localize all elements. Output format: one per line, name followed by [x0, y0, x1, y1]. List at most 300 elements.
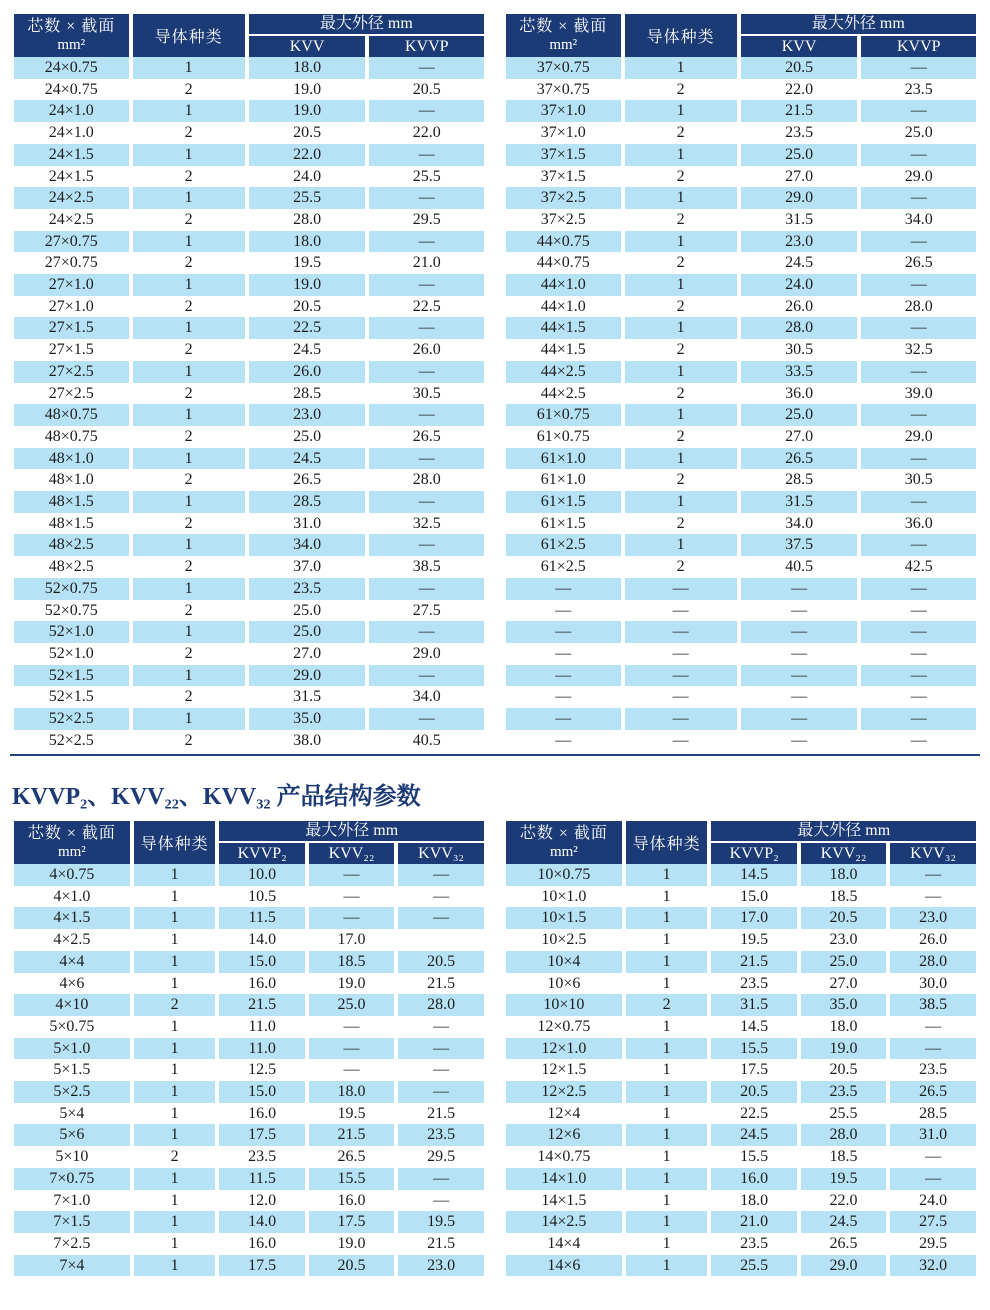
od-value-cell: 14.0 [219, 929, 304, 951]
od-value-cell: 22.0 [249, 144, 366, 166]
od-value-cell: — [309, 1038, 394, 1060]
conductor-cell: 2 [133, 339, 245, 361]
od-value-cell: 40.5 [741, 556, 858, 578]
spec-cell: 24×1.5 [14, 166, 129, 188]
od-value-cell: 19.0 [249, 100, 366, 122]
spec-cell: 4×10 [14, 994, 130, 1016]
od-value-cell: 23.5 [249, 578, 366, 600]
spec-cell: — [506, 730, 621, 752]
spec-cell: 44×2.5 [506, 383, 621, 405]
od-value-cell: 23.0 [890, 907, 976, 929]
spec-cell: 4×0.75 [14, 864, 130, 886]
spec-cell: 4×4 [14, 951, 130, 973]
conductor-cell: 1 [134, 1168, 216, 1190]
od-value-cell: 20.5 [249, 122, 366, 144]
od-value-cell: 40.5 [369, 730, 484, 752]
conductor-cell: 1 [134, 907, 216, 929]
spec-cell: 12×4 [506, 1103, 622, 1125]
spec-cell: 48×1.5 [14, 513, 129, 535]
spec-cell: 5×10 [14, 1146, 130, 1168]
od-value-cell: 16.0 [219, 1103, 304, 1125]
od-value-cell: 25.0 [801, 951, 886, 973]
table-row [14, 907, 484, 929]
spec-cell: 37×2.5 [506, 209, 621, 231]
spec-cell: 48×1.0 [14, 448, 129, 470]
spec-cell: 48×1.5 [14, 491, 129, 513]
conductor-cell: 1 [626, 973, 708, 995]
spec-cell: 48×0.75 [14, 426, 129, 448]
od-value-cell: 23.0 [741, 231, 858, 253]
conductor-cell: 2 [133, 556, 245, 578]
conductor-cell: 2 [625, 166, 737, 188]
spec-cell: 27×0.75 [14, 231, 129, 253]
conductor-cell: 1 [134, 864, 216, 886]
conductor-cell: 1 [133, 491, 245, 513]
od-value-cell: 28.5 [890, 1103, 976, 1125]
od-value-cell: 34.0 [249, 534, 366, 556]
table-row [14, 665, 484, 687]
table-row [506, 296, 976, 318]
table-row [506, 973, 976, 995]
col-header-max-od: 最大外径 mm [219, 821, 484, 843]
table-row [506, 994, 976, 1016]
table-row [14, 491, 484, 513]
spec-cell: 14×1.5 [506, 1190, 622, 1212]
spec-cell: 37×1.0 [506, 122, 621, 144]
spec-cell: 10×1.0 [506, 886, 622, 908]
table-row [14, 1016, 484, 1038]
table-row [506, 122, 976, 144]
col-header-kvv: KVV [741, 36, 858, 57]
od-value-cell: — [309, 886, 394, 908]
table-row [506, 686, 976, 708]
od-value-cell: 14.5 [711, 1016, 796, 1038]
od-value-cell: 21.5 [398, 1233, 484, 1255]
table-row [506, 1233, 976, 1255]
od-value-cell: 23.0 [398, 1255, 484, 1277]
od-value-cell: 21.5 [398, 973, 484, 995]
od-value-cell: 16.0 [219, 973, 304, 995]
od-value-cell: 14.5 [711, 864, 796, 886]
od-value-cell: — [398, 886, 484, 908]
table-row [506, 665, 976, 687]
table-row [506, 929, 976, 951]
od-value-cell: — [369, 578, 484, 600]
od-value-cell: — [741, 730, 858, 752]
table-row [506, 708, 976, 730]
conductor-cell: 1 [625, 57, 737, 79]
od-value-cell: — [398, 1059, 484, 1081]
od-value-cell: — [369, 404, 484, 426]
od-value-cell: 21.5 [398, 1103, 484, 1125]
spec-cell: 7×4 [14, 1255, 130, 1277]
od-value-cell: 36.0 [741, 383, 858, 405]
od-value-cell: — [369, 491, 484, 513]
table-row [506, 578, 976, 600]
od-value-cell: 42.5 [861, 556, 976, 578]
table-row [506, 886, 976, 908]
od-value-cell: — [398, 1038, 484, 1060]
table-row [14, 448, 484, 470]
table-row [506, 252, 976, 274]
od-value-cell: 19.0 [801, 1038, 886, 1060]
col-header-kvv: KVV [249, 36, 366, 57]
od-value-cell: 24.5 [249, 448, 366, 470]
table-row [506, 100, 976, 122]
table-row [506, 600, 976, 622]
conductor-cell: 1 [133, 57, 245, 79]
spec-cell: 5×2.5 [14, 1081, 130, 1103]
table-row [14, 730, 484, 752]
od-value-cell: 26.5 [741, 448, 858, 470]
od-value-cell: — [861, 448, 976, 470]
spec-cell: 27×2.5 [14, 383, 129, 405]
conductor-cell: 1 [134, 1103, 216, 1125]
spec-cell: 52×2.5 [14, 730, 129, 752]
conductor-cell: 1 [625, 274, 737, 296]
od-value-cell: 18.5 [801, 1146, 886, 1168]
od-value-cell: 25.0 [741, 404, 858, 426]
od-value-cell: 21.0 [711, 1211, 796, 1233]
table-row [14, 296, 484, 318]
od-value-cell: 17.0 [711, 907, 796, 929]
od-value-cell: 27.5 [369, 600, 484, 622]
col-header-spec [14, 821, 130, 864]
table-row [506, 907, 976, 929]
od-value-cell: — [890, 864, 976, 886]
spec-cell: 61×2.5 [506, 556, 621, 578]
od-value-cell: 28.0 [801, 1124, 886, 1146]
od-value-cell: 39.0 [861, 383, 976, 405]
conductor-cell: 1 [134, 1059, 216, 1081]
col-header-kvvp: KVVP₂ [711, 843, 796, 864]
conductor-cell: 2 [133, 643, 245, 665]
od-value-cell: — [369, 187, 484, 209]
od-value-cell: — [861, 100, 976, 122]
table-row [506, 1168, 976, 1190]
od-value-cell: — [861, 578, 976, 600]
od-value-cell: 11.0 [219, 1038, 304, 1060]
col-header-kvvp: KVVP₂ [219, 843, 304, 864]
spec-header-title: 芯数 × 截面 [27, 17, 116, 35]
od-value-cell: — [741, 621, 858, 643]
conductor-cell: 1 [134, 1016, 216, 1038]
od-value-cell: 26.0 [369, 339, 484, 361]
table-row [506, 469, 976, 491]
spec-cell: 4×1.0 [14, 886, 130, 908]
od-value-cell: 33.5 [741, 361, 858, 383]
od-value-cell: 19.5 [801, 1168, 886, 1190]
conductor-cell: — [625, 730, 737, 752]
conductor-cell: 2 [133, 252, 245, 274]
conductor-cell: 1 [626, 1255, 708, 1277]
od-value-cell: 19.5 [711, 929, 796, 951]
od-value-cell: — [369, 274, 484, 296]
kvv-kvvp-table-right [502, 14, 980, 752]
od-value-cell: — [369, 231, 484, 253]
spec-cell: 48×1.0 [14, 469, 129, 491]
conductor-cell: 1 [134, 1081, 216, 1103]
spec-cell: 52×2.5 [14, 708, 129, 730]
table-row [506, 1211, 976, 1233]
spec-cell: 37×2.5 [506, 187, 621, 209]
od-value-cell: 23.5 [861, 79, 976, 101]
od-value-cell: 29.0 [369, 643, 484, 665]
col-header-kvv: KVV₃₂ [890, 843, 976, 864]
od-value-cell: — [890, 886, 976, 908]
spec-cell: 10×2.5 [506, 929, 622, 951]
od-value-cell: 23.5 [219, 1146, 304, 1168]
spec-cell: 10×10 [506, 994, 622, 1016]
od-value-cell: 28.0 [249, 209, 366, 231]
conductor-cell: — [625, 578, 737, 600]
spec-cell: 48×2.5 [14, 534, 129, 556]
table-row [506, 491, 976, 513]
od-value-cell: — [861, 361, 976, 383]
spec-cell: 7×0.75 [14, 1168, 130, 1190]
od-value-cell: 23.5 [741, 122, 858, 144]
conductor-cell: 1 [133, 665, 245, 687]
od-value-cell: 17.5 [711, 1059, 796, 1081]
table-row [14, 1168, 484, 1190]
conductor-cell: 1 [134, 1038, 216, 1060]
od-value-cell: 20.5 [741, 57, 858, 79]
od-value-cell: 37.5 [741, 534, 858, 556]
spec-header-unit: mm² [549, 843, 578, 860]
od-value-cell: 20.5 [249, 296, 366, 318]
od-value-cell: — [890, 1146, 976, 1168]
od-value-cell: 26.0 [890, 929, 976, 951]
od-value-cell: 19.5 [398, 1211, 484, 1233]
spec-cell: 61×1.0 [506, 469, 621, 491]
conductor-cell: 1 [133, 100, 245, 122]
conductor-cell: 2 [626, 994, 708, 1016]
od-value-cell: — [741, 578, 858, 600]
table-row [506, 187, 976, 209]
table-row [506, 1255, 976, 1277]
conductor-cell: — [625, 643, 737, 665]
od-value-cell: 23.5 [711, 1233, 796, 1255]
table-row [14, 122, 484, 144]
table-row [14, 426, 484, 448]
od-value-cell: — [398, 1190, 484, 1212]
table-row [506, 1081, 976, 1103]
conductor-cell: 1 [133, 404, 245, 426]
od-value-cell: 23.0 [801, 929, 886, 951]
spec-header-unit: mm² [549, 36, 578, 53]
od-value-cell: — [861, 708, 976, 730]
table-row [14, 100, 484, 122]
conductor-cell: 1 [133, 448, 245, 470]
spec-cell: 14×6 [506, 1255, 622, 1277]
table-row [506, 643, 976, 665]
conductor-cell: 1 [626, 907, 708, 929]
od-value-cell: 25.0 [249, 426, 366, 448]
section-title-kvvp2-kvv22-kvv32: KVVP₂、KVV₂₂、KVV₃₂ 产品结构参数 [12, 784, 421, 810]
table-row [14, 469, 484, 491]
table-row [14, 1255, 484, 1277]
table-row [14, 686, 484, 708]
conductor-cell: 1 [626, 886, 708, 908]
table-row [506, 621, 976, 643]
od-value-cell: 24.5 [741, 252, 858, 274]
spec-cell: 10×6 [506, 973, 622, 995]
od-value-cell: — [741, 686, 858, 708]
conductor-cell: 2 [134, 1146, 216, 1168]
spec-cell: 24×0.75 [14, 79, 129, 101]
table-row [506, 1038, 976, 1060]
od-value-cell: 31.5 [249, 686, 366, 708]
od-value-cell: — [861, 730, 976, 752]
od-value-cell: 19.5 [309, 1103, 394, 1125]
header-row-1 [14, 821, 484, 843]
spec-cell: 52×1.5 [14, 686, 129, 708]
spec-cell: — [506, 708, 621, 730]
od-value-cell: — [369, 144, 484, 166]
spec-cell: 4×2.5 [14, 929, 130, 951]
spec-cell: 61×1.0 [506, 448, 621, 470]
spec-header-title: 芯数 × 截面 [519, 17, 608, 35]
spec-cell: 44×1.5 [506, 317, 621, 339]
spec-cell: 61×2.5 [506, 534, 621, 556]
od-value-cell: 31.0 [890, 1124, 976, 1146]
od-value-cell: 37.0 [249, 556, 366, 578]
conductor-cell: 1 [626, 1103, 708, 1125]
col-header-max-od: 最大外径 mm [249, 14, 484, 36]
od-value-cell: — [369, 100, 484, 122]
kvvp2-kvv22-kvv32-table-block [10, 821, 980, 1276]
od-value-cell: 29.0 [801, 1255, 886, 1277]
table-row [14, 1233, 484, 1255]
conductor-cell: 1 [626, 1168, 708, 1190]
spec-cell: 24×1.5 [14, 144, 129, 166]
table-row [14, 404, 484, 426]
od-value-cell: 11.5 [219, 1168, 304, 1190]
od-value-cell: 38.5 [890, 994, 976, 1016]
col-header-kvvp: KVVP [369, 36, 484, 57]
conductor-cell: 1 [625, 144, 737, 166]
table-row [14, 886, 484, 908]
od-value-cell: — [398, 1168, 484, 1190]
od-value-cell: — [369, 317, 484, 339]
conductor-cell: 2 [625, 426, 737, 448]
conductor-cell: 1 [626, 1124, 708, 1146]
od-value-cell: 28.0 [861, 296, 976, 318]
od-value-cell: 17.5 [219, 1255, 304, 1277]
conductor-cell: 2 [625, 209, 737, 231]
od-value-cell: 29.0 [249, 665, 366, 687]
spec-cell: 52×1.5 [14, 665, 129, 687]
table-row [14, 1124, 484, 1146]
od-value-cell: 16.0 [309, 1190, 394, 1212]
od-value-cell: 19.0 [309, 1233, 394, 1255]
conductor-cell: 2 [625, 513, 737, 535]
od-value-cell: — [861, 274, 976, 296]
table-row [14, 1190, 484, 1212]
table-row [506, 534, 976, 556]
od-value-cell: 25.0 [861, 122, 976, 144]
od-value-cell: 23.5 [801, 1081, 886, 1103]
spec-cell: 5×0.75 [14, 1016, 130, 1038]
conductor-cell: 1 [133, 708, 245, 730]
od-value-cell: 30.5 [369, 383, 484, 405]
od-value-cell: — [861, 491, 976, 513]
spec-cell: 52×0.75 [14, 600, 129, 622]
od-value-cell: 11.0 [219, 1016, 304, 1038]
od-value-cell: 14.0 [219, 1211, 304, 1233]
table-row [506, 231, 976, 253]
col-header-conductor: 导体种类 [134, 821, 216, 864]
conductor-cell: — [625, 665, 737, 687]
conductor-cell: 1 [626, 1233, 708, 1255]
spec-cell: 12×1.0 [506, 1038, 622, 1060]
col-header-max-od: 最大外径 mm [741, 14, 976, 36]
spec-cell: 14×4 [506, 1233, 622, 1255]
od-value-cell: 34.0 [741, 513, 858, 535]
od-value-cell: 36.0 [861, 513, 976, 535]
table-row [14, 643, 484, 665]
conductor-cell: 1 [133, 231, 245, 253]
od-value-cell: — [369, 361, 484, 383]
spec-cell: 52×1.0 [14, 621, 129, 643]
od-value-cell: 24.0 [890, 1190, 976, 1212]
od-value-cell: 30.5 [741, 339, 858, 361]
table-row [14, 600, 484, 622]
conductor-cell: 2 [133, 513, 245, 535]
od-value-cell: 31.5 [741, 491, 858, 513]
od-value-cell: 26.5 [890, 1081, 976, 1103]
spec-cell: 12×6 [506, 1124, 622, 1146]
conductor-cell: 2 [133, 209, 245, 231]
conductor-cell: 2 [625, 556, 737, 578]
od-value-cell: 19.5 [249, 252, 366, 274]
spec-cell: — [506, 643, 621, 665]
table-row [14, 1103, 484, 1125]
spec-cell: 12×2.5 [506, 1081, 622, 1103]
table-row [506, 209, 976, 231]
spec-cell: 44×1.5 [506, 339, 621, 361]
table-row [14, 1146, 484, 1168]
conductor-cell: 1 [134, 929, 216, 951]
table-row [14, 317, 484, 339]
od-value-cell: 22.5 [711, 1103, 796, 1125]
spec-cell: 48×2.5 [14, 556, 129, 578]
conductor-cell: 2 [625, 296, 737, 318]
od-value-cell: 18.0 [711, 1190, 796, 1212]
conductor-cell: 1 [134, 1190, 216, 1212]
col-header-kvv: KVV₂₂ [309, 843, 394, 864]
spec-cell: 5×1.5 [14, 1059, 130, 1081]
table-row [506, 1190, 976, 1212]
conductor-cell: 2 [133, 600, 245, 622]
od-value-cell: 29.5 [398, 1146, 484, 1168]
conductor-cell: 2 [133, 166, 245, 188]
od-value-cell: — [861, 686, 976, 708]
conductor-cell: 2 [133, 469, 245, 491]
spec-cell: 5×1.0 [14, 1038, 130, 1060]
spec-cell: 37×0.75 [506, 57, 621, 79]
od-value-cell: 26.5 [861, 252, 976, 274]
conductor-cell: 1 [134, 886, 216, 908]
od-value-cell: 15.0 [219, 1081, 304, 1103]
od-value-cell: 15.0 [711, 886, 796, 908]
conductor-cell: — [625, 600, 737, 622]
spec-cell: 27×1.5 [14, 339, 129, 361]
conductor-cell: 1 [625, 404, 737, 426]
table-row [14, 166, 484, 188]
spec-cell: 4×1.5 [14, 907, 130, 929]
od-value-cell: — [398, 864, 484, 886]
